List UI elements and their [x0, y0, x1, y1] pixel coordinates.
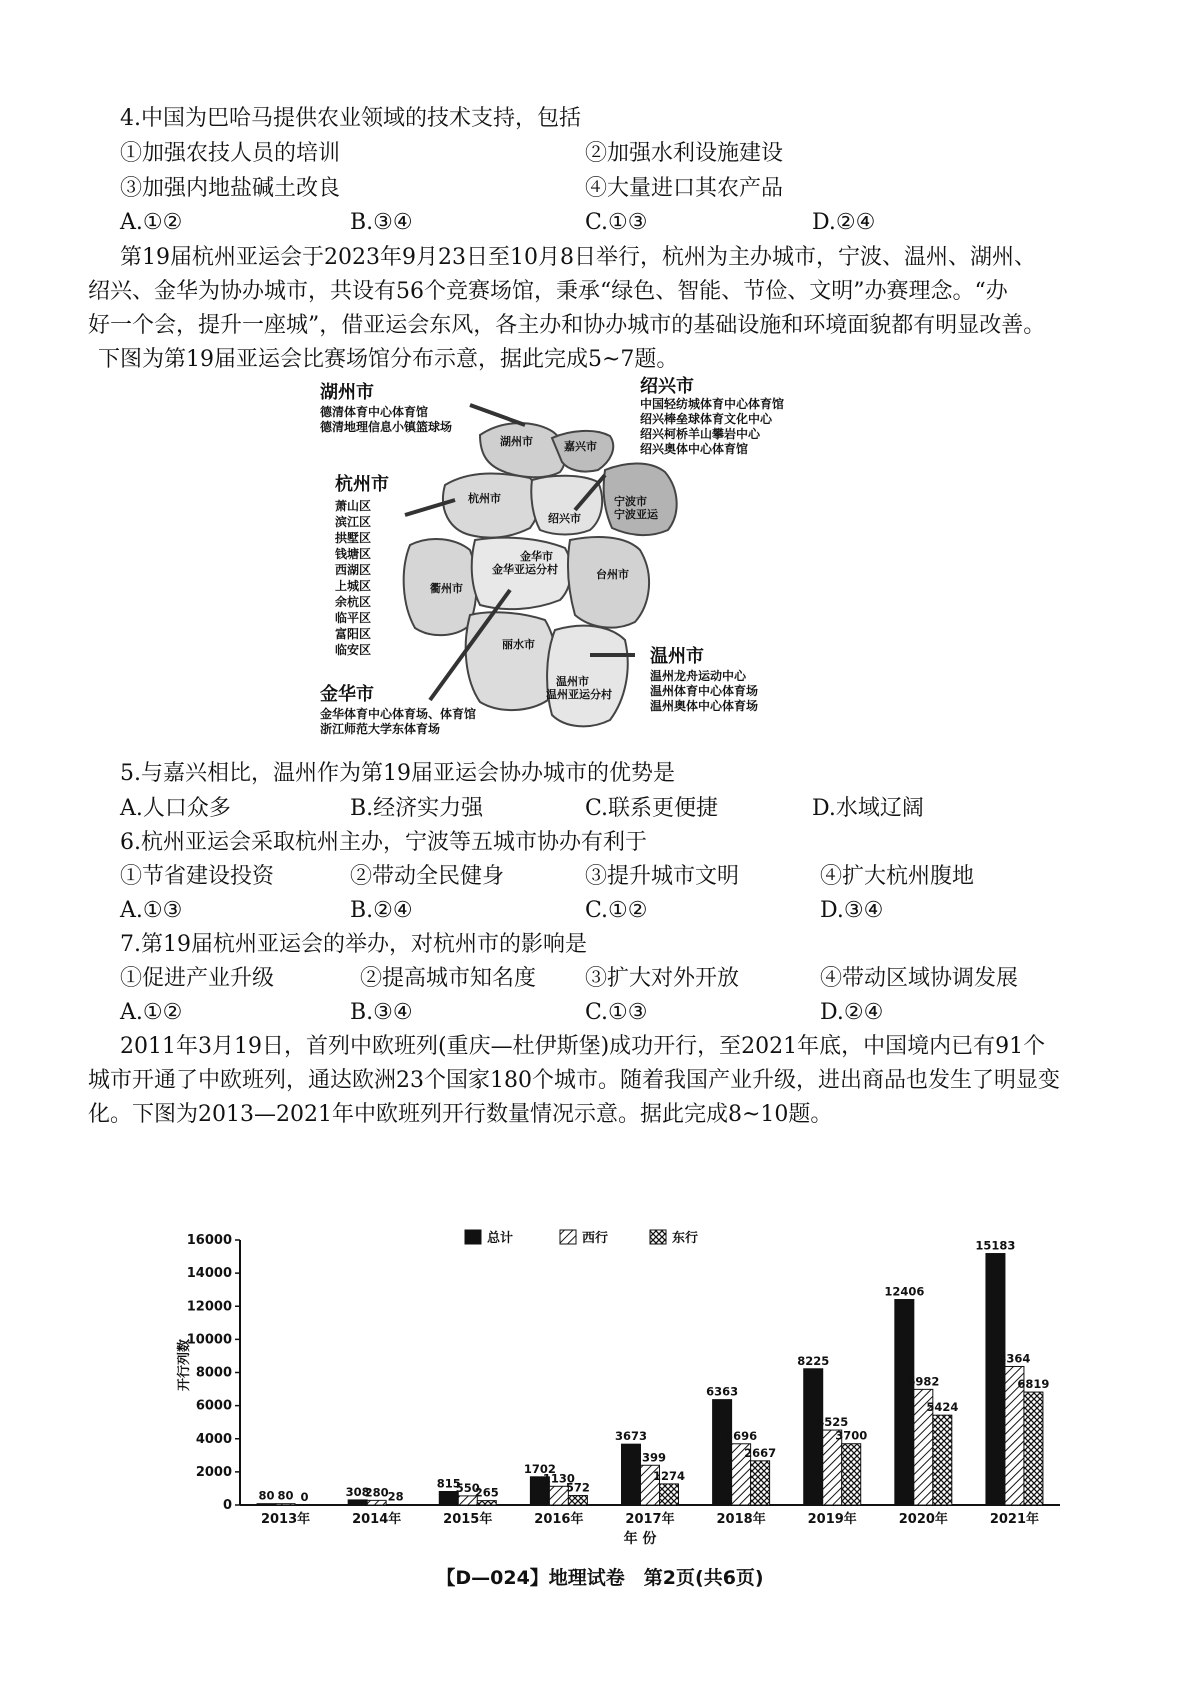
passage1-line-2: 绍兴、金华为协办城市，共设有56个竞赛场馆，秉承“绿色、智能、节俭、文明”办赛理念。“办 — [88, 279, 1008, 304]
bar-value-label: 815 — [436, 1476, 461, 1491]
q5-option-d: D.水域辽阔 — [812, 796, 924, 821]
bar-value-label: 550 — [455, 1480, 480, 1495]
shaoxing-venue-3: 绍兴柯桥羊山攀岩中心 — [640, 427, 761, 441]
q6-item-2: ②带动全民健身 — [350, 864, 505, 889]
map-label-jiaxing: 嘉兴市 — [564, 440, 597, 453]
bar-total — [986, 1254, 1005, 1505]
shaoxing-title: 绍兴市 — [640, 376, 694, 397]
bar-value-label: 1130 — [542, 1471, 575, 1486]
y-tick-label: 4000 — [195, 1431, 232, 1447]
map-label-huzhou: 湖州市 — [500, 435, 533, 448]
hangzhou-district-3: 拱墅区 — [335, 531, 372, 545]
bar-value-label: 8364 — [998, 1351, 1031, 1366]
x-tick-label: 2018年 — [716, 1512, 766, 1527]
legend-label: 东行 — [672, 1231, 699, 1246]
jinhua-venue-2: 浙江师范大学东体育场 — [320, 722, 441, 736]
bar-value-label: 6819 — [1017, 1377, 1050, 1392]
hangzhou-district-4: 钱塘区 — [335, 547, 372, 561]
legend-label: 西行 — [582, 1231, 609, 1246]
region-taizhou — [568, 537, 649, 628]
map-label-ningbo-1: 宁波市 — [614, 495, 647, 508]
map-label-jinhua-1: 金华市 — [520, 550, 553, 563]
map-label-shaoxing: 绍兴市 — [548, 512, 581, 525]
y-tick-label: 6000 — [195, 1398, 232, 1414]
y-tick-label: 2000 — [195, 1464, 232, 1480]
region-shaoxing — [531, 476, 602, 535]
q7-option-d: D.②④ — [820, 1000, 884, 1025]
q5-option-a: A.人口众多 — [120, 796, 231, 821]
bar-value-label: 15183 — [975, 1238, 1016, 1253]
q7-option-a: A.①② — [120, 1000, 183, 1025]
q7-item-4: ④带动区域协调发展 — [820, 966, 1019, 991]
bar-east — [933, 1415, 952, 1505]
bar-east — [660, 1484, 679, 1505]
y-tick-label: 12000 — [186, 1299, 232, 1315]
bar-total — [895, 1300, 914, 1505]
q7-option-b: B.③④ — [350, 1000, 413, 1025]
q4-stem: 4.中国为巴哈马提供农业领域的技术支持，包括 — [120, 106, 581, 131]
hangzhou-district-5: 西湖区 — [335, 563, 372, 577]
shaoxing-venue-4: 绍兴奥体中心体育馆 — [640, 442, 749, 456]
bar-value-label: 6363 — [706, 1384, 739, 1399]
x-tick-label: 2015年 — [443, 1512, 493, 1527]
chart-ylabel: 开行列数 — [177, 1338, 192, 1392]
passage2-line-1: 2011年3月19日，首列中欧班列(重庆—杜伊斯堡)成功开行，至2021年底，中国境内已有91个 — [120, 1034, 1046, 1059]
x-tick-label: 2020年 — [898, 1512, 948, 1527]
bar-value-label: 4525 — [816, 1415, 849, 1430]
bar-value-label: 80 — [277, 1488, 294, 1503]
q6-option-a: A.①③ — [120, 898, 183, 923]
wenzhou-venue-1: 温州龙舟运动中心 — [650, 669, 747, 683]
legend-swatch — [650, 1230, 666, 1244]
bar-west — [276, 1504, 295, 1505]
region-lishui — [466, 612, 556, 710]
x-tick-label: 2016年 — [534, 1512, 584, 1527]
bar-total — [804, 1369, 823, 1505]
bar-value-label: 2399 — [633, 1450, 667, 1465]
bar-value-label: 2667 — [744, 1445, 777, 1460]
bar-total — [257, 1504, 276, 1505]
bar-total — [348, 1500, 367, 1505]
x-tick-label: 2017年 — [625, 1512, 675, 1527]
region-huzhou — [480, 423, 565, 477]
q4-item-2: ②加强水利设施建设 — [585, 141, 784, 166]
q4-option-c: C.①③ — [585, 210, 648, 235]
bar-east — [477, 1501, 496, 1505]
bar-value-label: 12406 — [884, 1284, 925, 1299]
region-hangzhou — [443, 474, 539, 538]
y-tick-label: 0 — [222, 1498, 232, 1513]
passage2-line-3: 化。下图为2013—2021年中欧班列开行数量情况示意。据此完成8~10题。 — [88, 1102, 833, 1127]
venue-map — [320, 376, 920, 808]
bar-value-label: 308 — [345, 1484, 370, 1499]
q6-item-3: ③提升城市文明 — [585, 864, 740, 889]
y-tick-label: 14000 — [186, 1266, 232, 1282]
bar-value-label: 0 — [300, 1490, 309, 1504]
bar-value-label: 280 — [364, 1485, 389, 1500]
jinhua-venue-1: 金华体育中心体育场、体育馆 — [320, 707, 477, 721]
bar-value-label: 265 — [474, 1485, 499, 1500]
passage1-line-3: 好一个会，提升一座城”，借亚运会东风，各主办和协办城市的基础设施和环境面貌都有明显改善。 — [88, 313, 1046, 338]
bar-value-label: 1274 — [652, 1468, 686, 1483]
bar-total — [713, 1400, 732, 1505]
q5-option-c: C.联系更便捷 — [585, 796, 719, 821]
y-tick-label: 16000 — [186, 1233, 232, 1248]
shaoxing-venue-1: 中国轻纺城体育中心体育馆 — [640, 397, 785, 411]
q4-item-3: ③加强内地盐碱土改良 — [120, 176, 341, 201]
huzhou-venue-2: 德清地理信息小镇篮球场 — [320, 420, 453, 434]
bar-value-label: 80 — [258, 1488, 275, 1503]
bar-value-label: 8225 — [797, 1353, 830, 1368]
q7-option-c: C.①③ — [585, 1000, 648, 1025]
map-label-wenzhou-1: 温州市 — [556, 675, 589, 688]
passage1-line-4: 下图为第19届亚运会比赛场馆分布示意，据此完成5~7题。 — [98, 347, 679, 372]
q6-option-c: C.①② — [585, 898, 648, 923]
legend-swatch — [465, 1230, 481, 1244]
shaoxing-venue-2: 绍兴棒垒球体育文化中心 — [640, 412, 773, 426]
q5-option-b: B.经济实力强 — [350, 796, 484, 821]
bar-value-label: 5424 — [926, 1400, 959, 1415]
bar-east — [751, 1461, 770, 1505]
legend-label: 总计 — [487, 1231, 514, 1246]
x-tick-label: 2013年 — [260, 1512, 311, 1527]
bar-west — [367, 1500, 386, 1505]
x-tick-label: 2014年 — [352, 1512, 402, 1527]
arrow-huzhou — [470, 405, 525, 425]
q6-stem: 6.杭州亚运会采取杭州主办，宁波等五城市协办有利于 — [120, 830, 647, 855]
bar-value-label: 3673 — [614, 1429, 648, 1444]
bar-value-label: 6982 — [907, 1374, 940, 1389]
chart-legend — [465, 1230, 698, 1246]
hangzhou-title: 杭州市 — [335, 474, 389, 495]
x-tick-label: 2019年 — [807, 1512, 857, 1527]
y-tick-label: 8000 — [195, 1365, 232, 1381]
x-tick-label: 2021年 — [989, 1512, 1040, 1527]
bar-value-label: 3700 — [835, 1428, 868, 1443]
jinhua-title: 金华市 — [320, 684, 374, 705]
map-label-wenzhou-2: 温州亚运分村 — [546, 688, 612, 701]
map-label-quzhou: 衢州市 — [430, 582, 463, 595]
chart-xlabel: 年 份 — [623, 1531, 657, 1547]
q6-option-b: B.②④ — [350, 898, 413, 923]
bar-east — [1024, 1392, 1043, 1505]
page-footer: 【D—024】地理试卷 第2页(共6页) — [436, 1567, 764, 1589]
q6-item-4: ④扩大杭州腹地 — [820, 864, 975, 889]
map-label-hangzhou: 杭州市 — [468, 492, 501, 505]
huzhou-title: 湖州市 — [320, 382, 374, 403]
q7-item-1: ①促进产业升级 — [120, 966, 275, 991]
passage1-line-1: 第19届杭州亚运会于2023年9月23日至10月8日举行，杭州为主办城市，宁波、温州、湖州、 — [120, 245, 1036, 270]
map-label-jinhua-2: 金华亚运分村 — [492, 563, 558, 576]
q7-item-2: ②提高城市知名度 — [360, 966, 537, 991]
map-label-lishui: 丽水市 — [502, 638, 535, 651]
wenzhou-venue-2: 温州体育中心体育场 — [650, 684, 759, 698]
hangzhou-district-6: 上城区 — [335, 579, 372, 593]
q4-option-d: D.②④ — [812, 210, 876, 235]
hangzhou-district-9: 富阳区 — [335, 627, 372, 641]
bar-value-label: 1702 — [523, 1461, 556, 1476]
q6-item-1: ①节省建设投资 — [120, 864, 275, 889]
bar-value-label: 28 — [387, 1489, 404, 1504]
map-label-taizhou: 台州市 — [596, 568, 629, 581]
q6-option-d: D.③④ — [820, 898, 884, 923]
q4-item-4: ④大量进口其农产品 — [585, 176, 784, 201]
bar-east — [842, 1444, 861, 1505]
hangzhou-district-2: 滨江区 — [335, 515, 372, 529]
hangzhou-district-1: 萧山区 — [335, 499, 372, 513]
q7-item-3: ③扩大对外开放 — [585, 966, 740, 991]
bar-value-label: 3696 — [725, 1428, 758, 1443]
hangzhou-district-10: 临安区 — [335, 643, 372, 657]
hangzhou-district-7: 余杭区 — [335, 595, 372, 609]
legend-swatch — [560, 1230, 576, 1244]
q7-stem: 7.第19届杭州亚运会的举办，对杭州市的影响是 — [120, 932, 587, 957]
q5-stem: 5.与嘉兴相比，温州作为第19届亚运会协办城市的优势是 — [120, 761, 675, 786]
train-count-chart — [170, 1225, 1070, 1555]
map-label-ningbo-2: 宁波亚运 — [614, 508, 658, 521]
wenzhou-title: 温州市 — [650, 646, 704, 667]
huzhou-venue-1: 德清体育中心体育馆 — [320, 405, 429, 419]
hangzhou-district-8: 临平区 — [335, 611, 372, 625]
y-tick-label: 10000 — [186, 1332, 232, 1348]
q4-option-a: A.①② — [120, 210, 183, 235]
passage2-line-2: 城市开通了中欧班列，通达欧洲23个国家180个城市。随着我国产业升级，进出商品也发生了明显变 — [88, 1068, 1060, 1093]
bar-value-label: 572 — [565, 1480, 590, 1495]
q4-option-b: B.③④ — [350, 210, 413, 235]
wenzhou-venue-3: 温州奥体中心体育场 — [650, 699, 759, 713]
chart-bars — [257, 1239, 1049, 1505]
q4-item-1: ①加强农技人员的培训 — [120, 141, 341, 166]
bar-east — [568, 1496, 587, 1505]
